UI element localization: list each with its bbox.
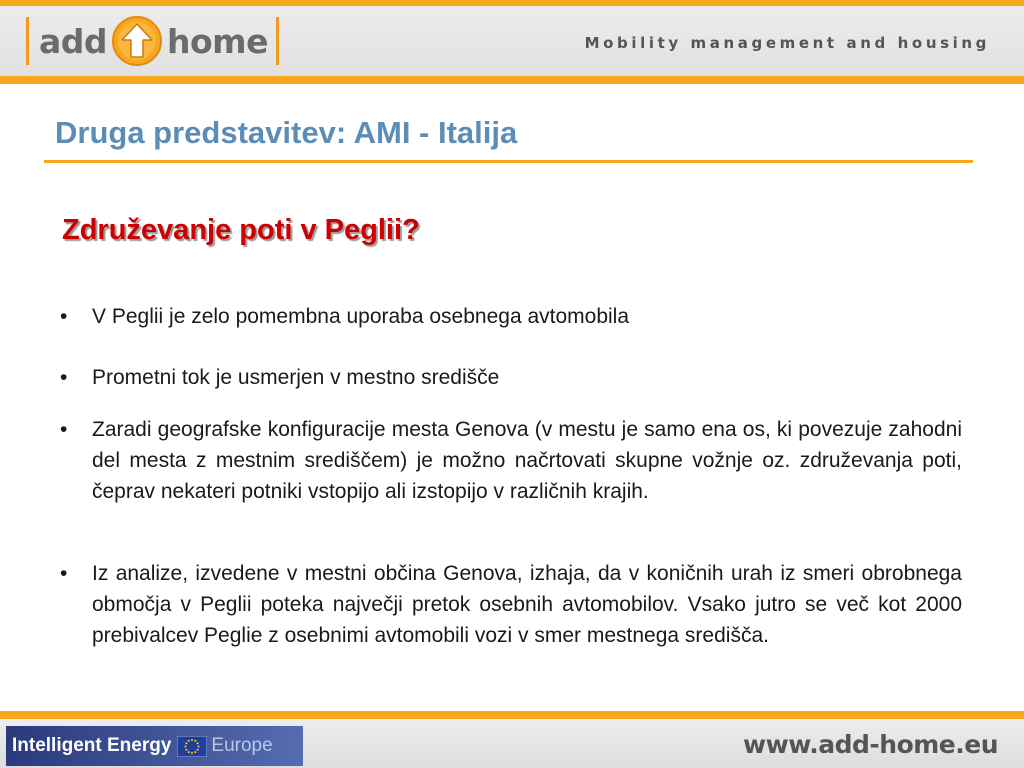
header-orange-rule — [0, 76, 1024, 84]
header-tagline: Mobility management and housing — [584, 34, 990, 52]
up-arrow-circle-icon — [111, 15, 163, 67]
logo-word-add: add — [39, 21, 108, 61]
website-url: www.add-home.eu — [743, 730, 998, 759]
bullet-symbol: • — [60, 366, 68, 389]
intelligent-energy-europe-logo — [6, 726, 303, 766]
title-underline — [44, 160, 973, 163]
footer-orange-rule — [0, 711, 1024, 719]
slide-subtitle: Združevanje poti v Peglii? — [62, 214, 420, 246]
logo-word-home: home — [167, 21, 268, 61]
slide-title: Druga predstavitev: AMI - Italija — [55, 115, 518, 150]
bullet-item — [58, 558, 962, 651]
bullet-symbol: • — [60, 562, 68, 585]
logo-left-bar — [26, 17, 29, 65]
bullet-text: V Peglii je zelo pomembna uporaba osebnega avtomobila — [92, 305, 630, 328]
bullet-text: Prometni tok je usmerjen v mestno središče — [92, 366, 500, 389]
logo-right-bar — [276, 17, 279, 65]
bullet-item — [58, 301, 962, 332]
bullet-symbol: • — [60, 418, 68, 441]
bullet-item — [58, 362, 962, 393]
add-home-logo — [26, 14, 279, 68]
eu-flag-icon — [177, 736, 207, 757]
bullet-item — [58, 414, 962, 507]
programme-name-left: Intelligent Energy — [12, 735, 172, 756]
bullet-text: Iz analize, izvedene v mestni občina Genova, izhaja, da v koničnih urah iz smeri obrobnega območja v Peglii poteka največji pretok osebnih avtomobilov. Vsako jutro se več kot 2000 prebivalcev Peglie z osebnimi avtomobili vozi v smer mestnega središča. — [92, 562, 962, 647]
bullet-symbol: • — [60, 305, 68, 328]
programme-name-right: Europe — [211, 735, 273, 756]
bullet-text: Zaradi geografske konfiguracije mesta Genova (v mestu je samo ena os, ki povezuje zahodni del mesta z mestnim središčem) je možno načrtovati skupne vožnje oz. združevanja poti, čeprav nekateri potniki vstopijo ali izstopijo v različnih krajih. — [92, 418, 962, 503]
